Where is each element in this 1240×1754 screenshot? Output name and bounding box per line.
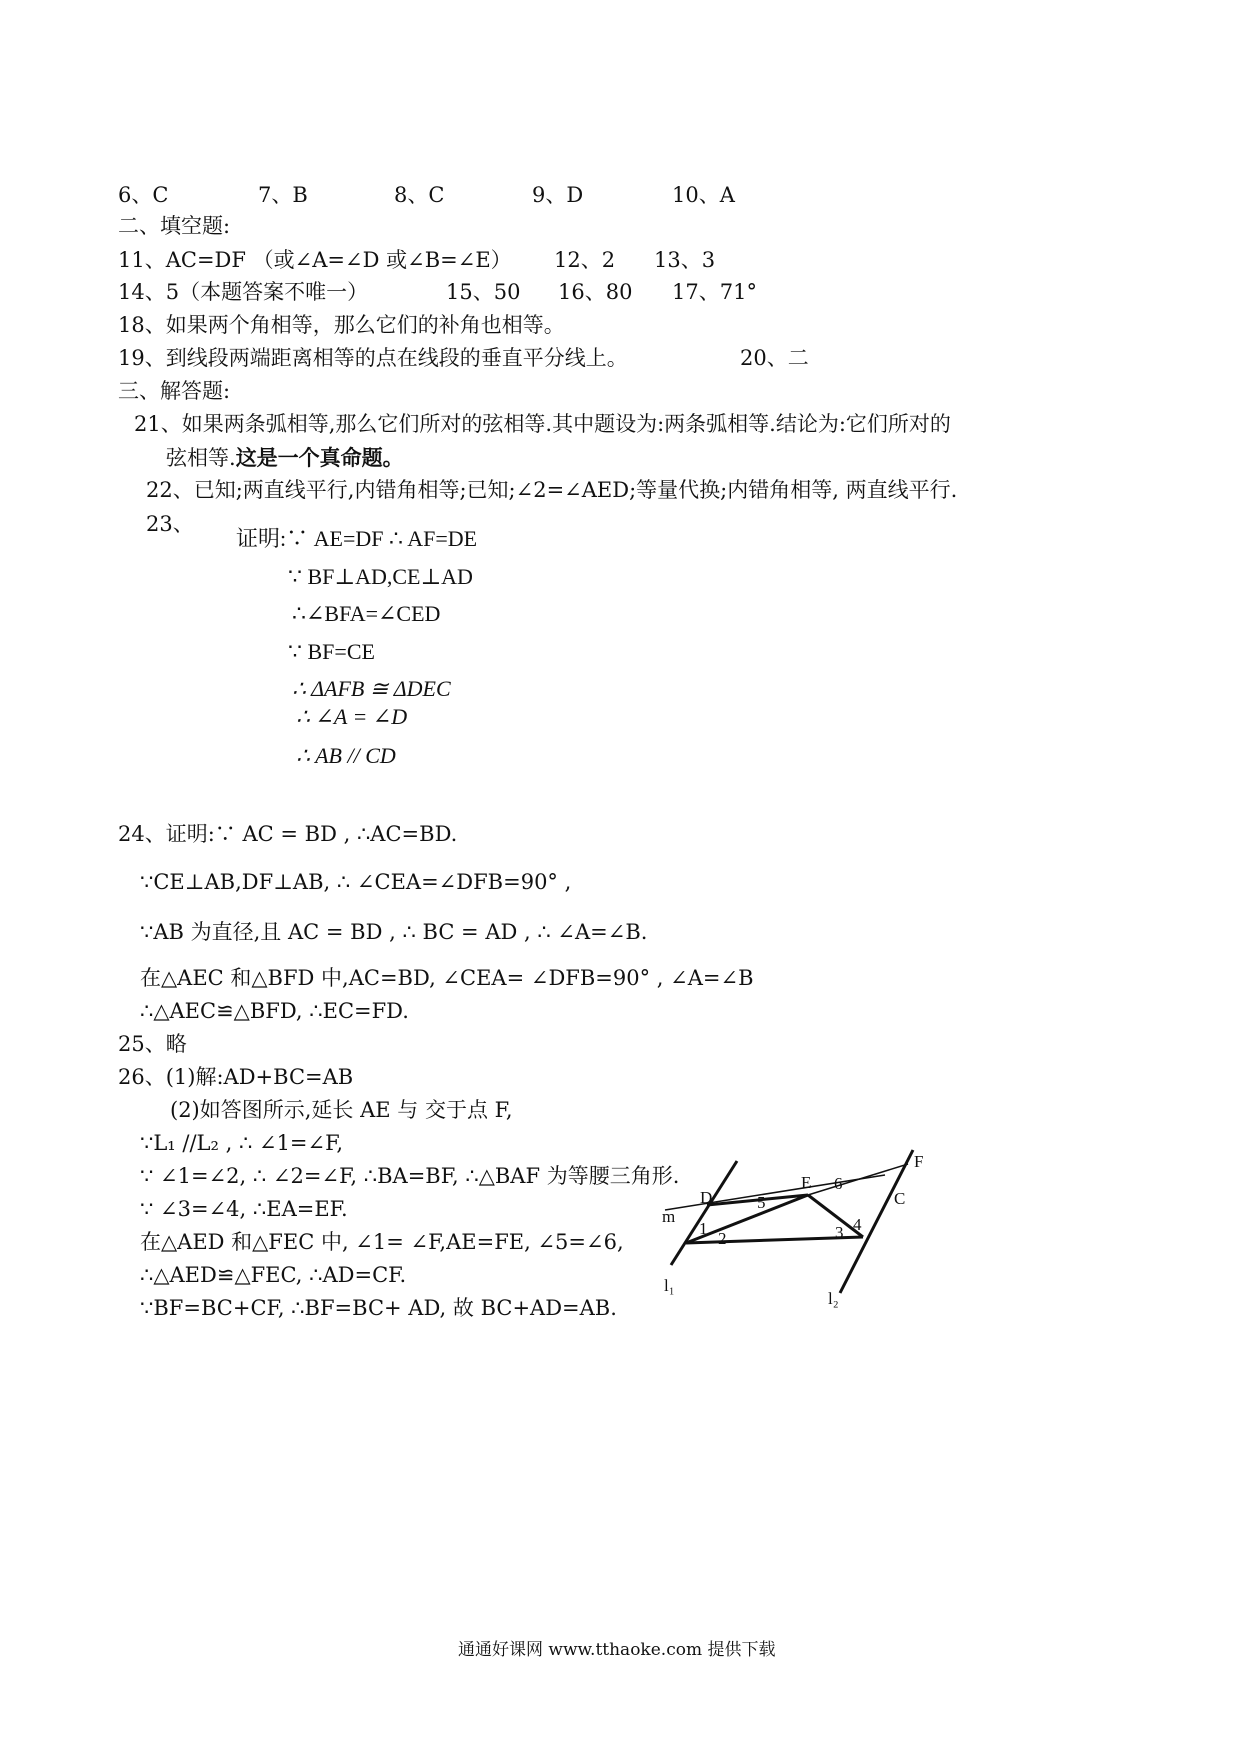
answer-16: 16、80 bbox=[558, 280, 633, 304]
q24-line-5: ∴△AEC≌△BFD, ∴EC=FD. bbox=[140, 999, 409, 1023]
q23-line-5: ∴ ΔAFB ≅ ΔDEC bbox=[292, 676, 451, 701]
label-angle-2: 2 bbox=[718, 1229, 727, 1248]
answer-11: 11、AC=DF （或∠A=∠D 或∠B=∠E） bbox=[118, 248, 512, 272]
q26-line-1: 26、(1)解:AD+BC=AB bbox=[118, 1065, 354, 1089]
q26-line-8: ∵BF=BC+CF, ∴BF=BC+ AD, 故 BC+AD=AB. bbox=[140, 1296, 617, 1320]
q23-line-7: ∴ AB // CD bbox=[296, 743, 396, 768]
answer-17: 17、71° bbox=[672, 280, 757, 304]
q23-line-6: ∴ ∠A = ∠D bbox=[296, 704, 408, 729]
line-l2 bbox=[840, 1150, 913, 1293]
q26-line-6: 在△AED 和△FEC 中, ∠1= ∠F,AE=FE, ∠5=∠6, bbox=[140, 1230, 624, 1254]
label-l1: l₁ bbox=[664, 1276, 675, 1295]
answer-15: 15、50 bbox=[446, 280, 521, 304]
q23-label: 23、 bbox=[146, 512, 194, 536]
q24-line-4: 在△AEC 和△BFD 中,AC=BD, ∠CEA= ∠DFB=90° , ∠A=∠B bbox=[140, 966, 754, 990]
q26-line-4: ∵ ∠1=∠2, ∴ ∠2=∠F, ∴BA=BF, ∴△BAF 为等腰三角形. bbox=[140, 1164, 680, 1188]
q26-line-2: (2)如答图所示,延长 AE 与 交于点 F, bbox=[170, 1098, 513, 1122]
section2-title: 二、填空题: bbox=[118, 214, 231, 238]
answer-13: 13、3 bbox=[654, 248, 716, 272]
label-F: F bbox=[914, 1152, 924, 1171]
q23-line-1: 证明:∵ AE=DF ∴ AF=DE bbox=[236, 526, 478, 551]
q26-line-7: ∴△AED≌△FEC, ∴AD=CF. bbox=[140, 1263, 407, 1287]
q23-line-4: ∵ BF=CE bbox=[288, 639, 375, 664]
answer-6: 6、C bbox=[118, 183, 169, 207]
answer-8: 8、C bbox=[394, 183, 445, 207]
q26-line-3: ∵L₁ //L₂ , ∴ ∠1=∠F, bbox=[140, 1131, 344, 1155]
label-angle-4: 4 bbox=[853, 1215, 862, 1234]
answer-18: 18、如果两个角相等，那么它们的补角也相等。 bbox=[118, 313, 565, 337]
q22-text: 22、已知;两直线平行,内错角相等;已知;∠2=∠AED;等量代换;内错角相等, 两直线平行. bbox=[146, 478, 958, 502]
answer-9: 9、D bbox=[532, 183, 584, 207]
q21-line1: 21、如果两条弧相等,那么它们所对的弦相等.其中题设为:两条弧相等.结论为:它们所对的 bbox=[134, 412, 951, 436]
label-angle-6: 6 bbox=[834, 1174, 843, 1193]
q24-line-3: ∵AB 为直径,且 AC = BD , ∴ BC = AD , ∴ ∠A=∠B. bbox=[140, 920, 648, 944]
q24-line-2: ∵CE⊥AB,DF⊥AB, ∴ ∠CEA=∠DFB=90° , bbox=[140, 870, 572, 894]
answer-7: 7、B bbox=[258, 183, 308, 207]
section3-title: 三、解答题: bbox=[118, 379, 231, 403]
label-angle-5: 5 bbox=[757, 1193, 766, 1212]
q23-line-2: ∵ BF⊥AD,CE⊥AD bbox=[288, 564, 473, 589]
answer-10: 10、A bbox=[672, 183, 735, 207]
q23-line-3: ∴∠BFA=∠CED bbox=[292, 601, 441, 626]
q24-line-1: 24、证明:∵ AC = BD , ∴AC=BD. bbox=[118, 822, 458, 846]
answer-14: 14、5（本题答案不唯一） bbox=[118, 280, 369, 304]
answer-20: 20、二 bbox=[740, 346, 809, 370]
answer-19: 19、到线段两端距离相等的点在线段的垂直平分线上。 bbox=[118, 346, 628, 370]
label-angle-3: 3 bbox=[835, 1223, 844, 1242]
footer-text: 通通好课网 www.tthaoke.com 提供下载 bbox=[458, 1640, 776, 1660]
line-m bbox=[665, 1175, 885, 1210]
label-E: E bbox=[801, 1173, 812, 1192]
label-m: m bbox=[662, 1207, 676, 1226]
q21-line2-text: 弦相等. bbox=[166, 446, 236, 470]
label-l2: l₂ bbox=[828, 1289, 839, 1308]
q25-text: 25、略 bbox=[118, 1032, 187, 1056]
label-C: C bbox=[894, 1189, 906, 1208]
line-l1 bbox=[671, 1161, 737, 1265]
q21-conclusion: 这是一个真命题。 bbox=[235, 445, 404, 470]
label-angle-1: 1 bbox=[699, 1219, 708, 1238]
q26-line-5: ∵ ∠3=∠4, ∴EA=EF. bbox=[140, 1197, 348, 1221]
label-D: D bbox=[700, 1188, 713, 1207]
answer-12: 12、2 bbox=[554, 248, 616, 272]
